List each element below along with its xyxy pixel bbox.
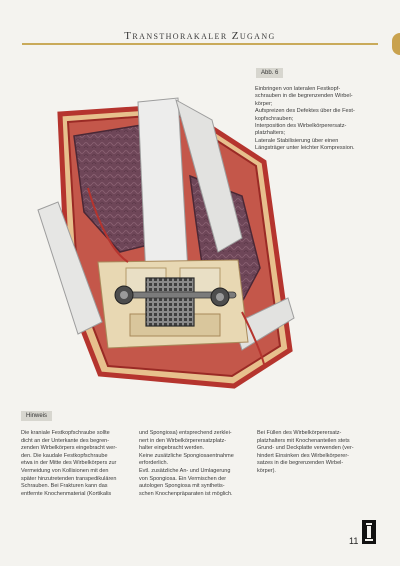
caption-line: schrauben in die begrenzenden Wirbel- (255, 93, 353, 100)
hint-line: und Spongiosa) entsprechend zerklei- (139, 430, 232, 436)
hint-line: Grund- und Deckplatte verwenden (ver- (257, 445, 354, 452)
hint-line: schen Knochenpräparaten ist möglich. (139, 490, 233, 497)
hint-line: entfernte Knochenmaterial (Kortikalis (21, 490, 112, 497)
caption-line: körper; (255, 100, 273, 107)
hint-line: körper). (257, 467, 276, 474)
hint-column-1 (21, 430, 133, 498)
hint-column-2 (139, 430, 251, 498)
publisher-logo-icon (362, 520, 376, 544)
hint-line: etwa in der Mitte des Wirbelkörpers zur (21, 460, 117, 467)
caption-line: Laterale Stabilisierung über einen (255, 137, 339, 144)
hint-line: Vermeidung von Kollisionen mit den (21, 467, 109, 474)
hint-line: Evtl. zusätzliche An- und Umlagerung (139, 467, 231, 474)
hint-line: dicht an der Unterkante des begren- (21, 437, 110, 444)
hint-line: erforderlich. (139, 460, 169, 467)
hint-line: Schrauben. Bei Frakturen kann das (21, 483, 108, 490)
hint-line: von Spongiosa. Ein Vermischen der (139, 475, 227, 482)
caption-line: Einbringen von lateralen Festkopf- (255, 86, 341, 92)
chapter-tab-marker (392, 33, 400, 55)
hint-line: zenden Wirbelkörpers eingebracht wer- (21, 445, 117, 452)
hint-line: später hinzutretenden transpedikulären (21, 475, 117, 482)
hint-line: platzhalters mit Knochenanteilen stets (257, 437, 350, 444)
hint-line: Keine zusätzliche Spongiosaentnahme (139, 452, 234, 459)
hint-label: Hinweis (21, 411, 52, 421)
hint-line: Bei Füllen des Wirbelkörperersatz- (257, 430, 342, 436)
hint-line: den. Die kaudale Festkopfschraube (21, 452, 108, 459)
hint-column-3 (257, 430, 369, 476)
caption-line: kopfschrauben; (255, 115, 294, 122)
hint-line: nert in den Wirbelkörperersatzplatz- (139, 437, 227, 444)
caption-line: Aufspreizen des Defektes über die Fest- (255, 108, 355, 115)
caption-line: Interposition des Wirbelkörperersatz- (255, 123, 347, 130)
hint-line: Die kraniale Festkopfschraube sollte (21, 430, 110, 436)
figure-caption (255, 86, 373, 153)
hint-line: satzes in die begrenzenden Wirbel- (257, 460, 344, 467)
hint-line: autologen Spongiosa mit synthetis- (139, 483, 225, 490)
page-header-title: Transthorakaler Zugang (124, 30, 276, 42)
page-number: 11 (349, 536, 359, 546)
figure-label: Abb. 6 (256, 68, 283, 78)
caption-line: Längsträger unter leichter Kompression. (255, 145, 355, 152)
hint-line: hindert Einsinken des Wirbelkörperer- (257, 452, 350, 459)
caption-line: platzhalters; (255, 130, 286, 137)
hint-line: halter eingebracht werden. (139, 445, 205, 452)
vertebral-body-replacement-cage (146, 278, 194, 326)
header-divider (22, 43, 378, 45)
